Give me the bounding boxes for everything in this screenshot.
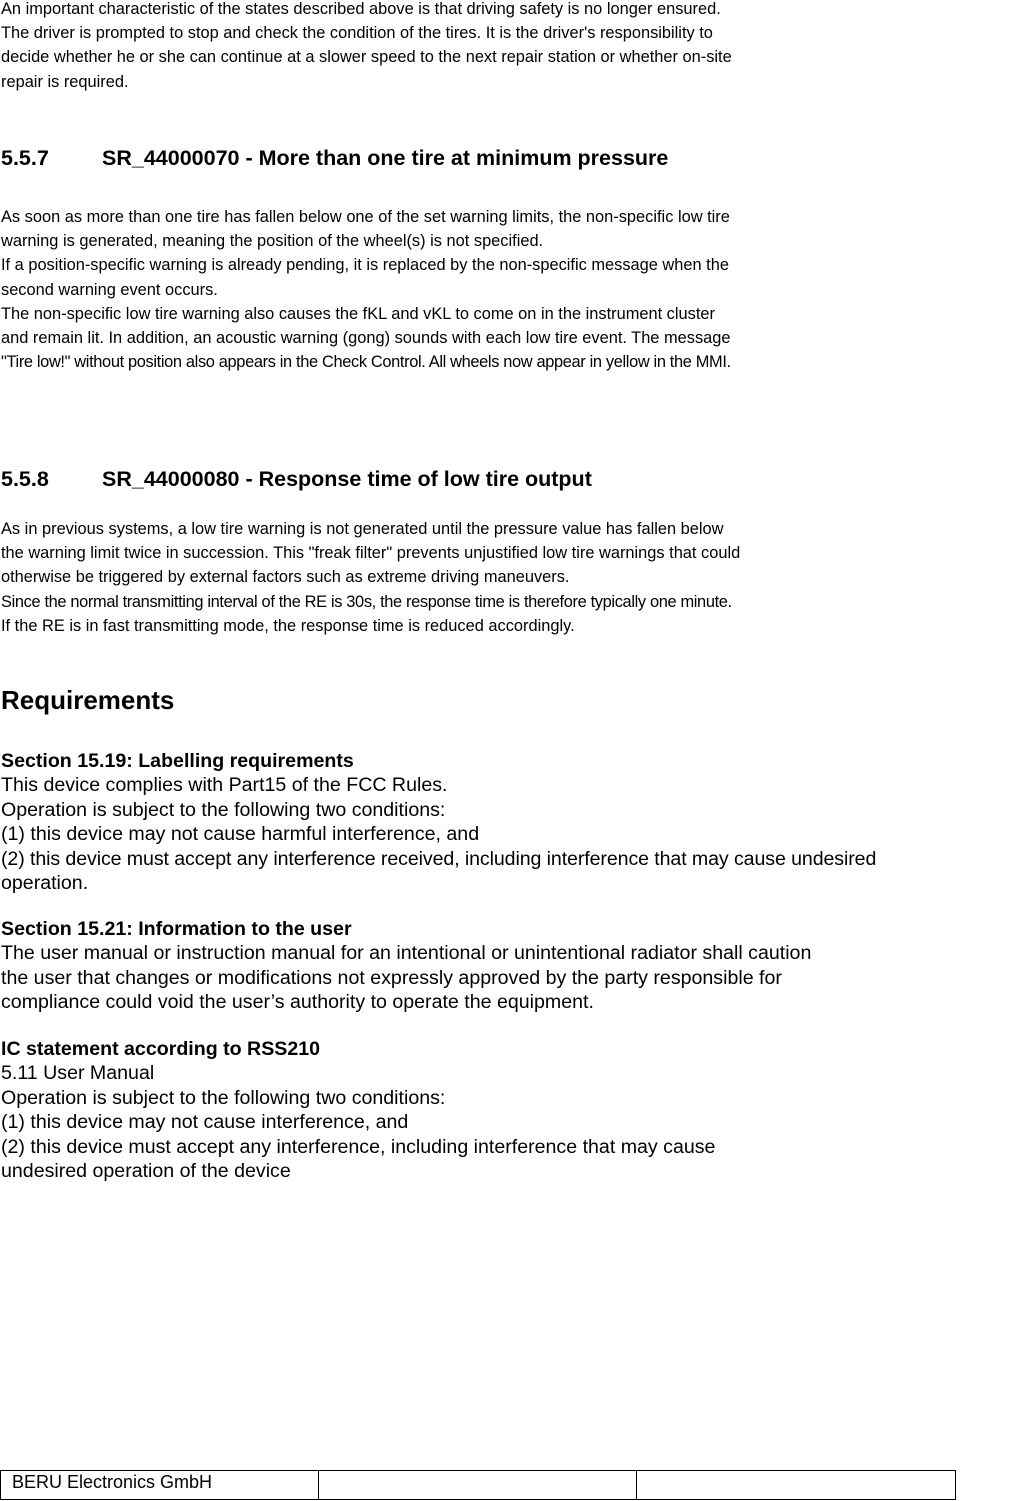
text-line: decide whether he or she can continue at a slower speed to the next repair station or whether on-site (1, 48, 732, 67)
ic-statement-heading: IC statement according to RSS210 (1, 1038, 321, 1060)
text-line: otherwise be triggered by external factors such as extreme driving maneuvers. (1, 568, 570, 587)
text-line: An important characteristic of the states described above is that driving safety is no longer ensured. (1, 0, 721, 18)
text-line: and remain lit. In addition, an acoustic warning (gong) sounds with each low tire event. The message (1, 329, 731, 348)
section-title: SR_44000070 - More than one tire at minimum pressure (102, 146, 669, 170)
text-line: (1) this device may not cause interference, and (1, 1111, 409, 1134)
section-1519-block (1, 749, 876, 895)
text-line: Operation is subject to the following two conditions: (1, 798, 446, 821)
footer-row (1, 1471, 956, 1500)
text-line: If the RE is in fast transmitting mode, the response time is reduced accordingly. (1, 616, 575, 635)
text-line: (2) this device must accept any interference, including interference that may cause (1, 1135, 716, 1158)
section-number: 5.5.7 (1, 146, 49, 170)
text-line: As soon as more than one tire has fallen below one of the set warning limits, the non-specific low tire (1, 208, 730, 226)
section-558-heading (1, 466, 592, 492)
text-line: (1) this device may not cause harmful interference, and (1, 823, 480, 846)
text-line: The driver is prompted to stop and check the condition of the tires. It is the driver's responsibility to (1, 24, 713, 43)
section-1521-block (1, 917, 811, 1015)
text-line: the user that changes or modifications not expressly approved by the party responsible for (1, 966, 782, 989)
text-line: Operation is subject to the following two conditions: (1, 1086, 446, 1109)
text-line: undesired operation of the device (1, 1160, 291, 1183)
section-number: 5.5.8 (1, 467, 49, 491)
section-558-paragraph (1, 517, 740, 638)
text-line: repair is required. (1, 72, 129, 91)
footer-cell-2 (319, 1471, 637, 1500)
section-557-heading (1, 145, 668, 171)
text-line: the warning limit twice in succession. This "freak filter" prevents unjustified low tire warnings that could (1, 544, 741, 563)
intro-paragraph (1, 0, 732, 94)
page-footer-table (0, 1470, 956, 1500)
text-line: This device complies with Part15 of the FCC Rules. (1, 774, 448, 797)
text-line: operation. (1, 872, 89, 895)
ic-statement-block (1, 1037, 715, 1183)
text-line: compliance could void the user’s authority to operate the equipment. (1, 991, 594, 1014)
footer-cell-3 (637, 1471, 956, 1500)
text-line: If a position-specific warning is already pending, it is replaced by the non-specific message when the (1, 256, 729, 275)
text-line: "Tire low!" without position also appears in the Check Control. All wheels now appear in yellow in the MMI. (1, 353, 731, 372)
text-line: Since the normal transmitting interval of the RE is 30s, the response time is therefore typically one minute. (1, 592, 732, 611)
text-line: The user manual or instruction manual for an intentional or unintentional radiator shall caution (1, 942, 812, 965)
text-line: warning is generated, meaning the position of the wheel(s) is not specified. (1, 232, 544, 251)
text-line: second warning event occurs. (1, 280, 218, 299)
text-line: The non-specific low tire warning also causes the fKL and vKL to come on in the instrument cluster (1, 304, 715, 323)
section-title: SR_44000080 - Response time of low tire output (102, 467, 592, 491)
text-line: (2) this device must accept any interference received, including interference that may cause undesired (1, 847, 877, 870)
section-1519-heading: Section 15.19: Labelling requirements (1, 750, 354, 772)
section-1521-heading: Section 15.21: Information to the user (1, 918, 352, 940)
requirements-title: Requirements (1, 685, 175, 715)
text-line: 5.11 User Manual (1, 1062, 155, 1085)
footer-company-cell: BERU Electronics GmbH (1, 1471, 319, 1500)
text-line: As in previous systems, a low tire warning is not generated until the pressure value has fallen below (1, 520, 724, 538)
section-557-paragraph (1, 205, 731, 374)
